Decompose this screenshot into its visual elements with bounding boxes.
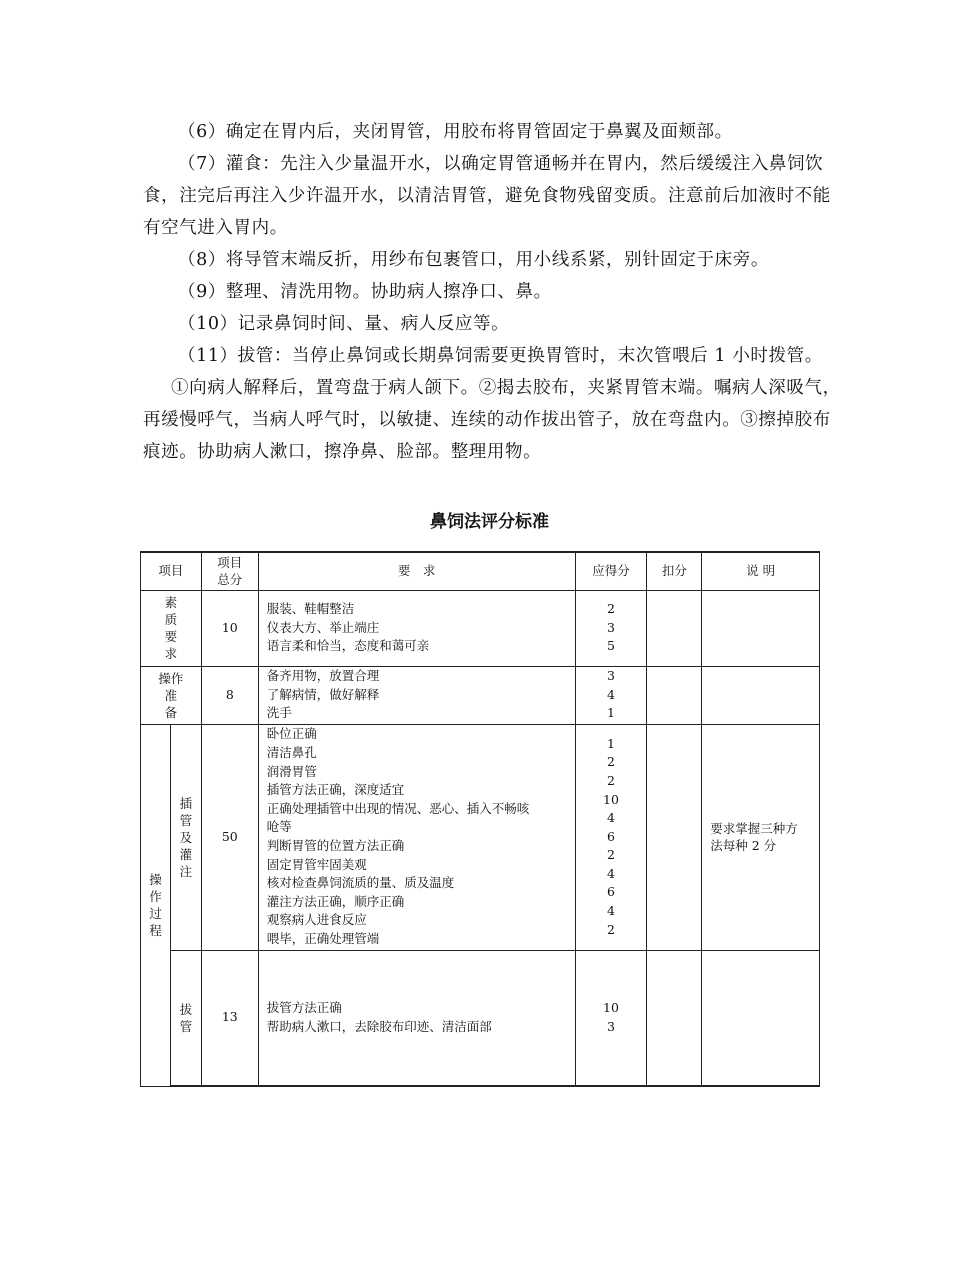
score-value: 4 (607, 810, 615, 826)
score-value: 4 (607, 903, 615, 919)
requirement-line: 卧位正确 (266, 726, 317, 742)
score-value: 4 (607, 865, 615, 881)
header-score: 应得分 (575, 552, 647, 590)
score-value: 3 (607, 668, 615, 684)
score-value: 2 (607, 601, 615, 617)
paragraph-7: （7）灌食：先注入少量温开水，以确定胃管通畅并在胃内，然后缓缓注入鼻饲饮食，注完后再注入少许温开水，以清洁胃管，避免食物残留变质。注意前后加液时不能有空气进入胃内。 (143, 154, 831, 238)
score-value: 3 (607, 1018, 615, 1034)
row-item: 操作 准 备 (141, 666, 202, 724)
row-scores (575, 590, 647, 666)
requirement-line: 语言柔和恰当，态度和蔼可亲 (266, 638, 430, 654)
requirement-line: 了解病情，做好解释 (266, 686, 380, 702)
requirement-line: 固定胃管牢固美观 (266, 856, 367, 872)
row-note (702, 950, 820, 1086)
header-item: 项目 (141, 552, 202, 590)
requirement-line: 帮助病人漱口，去除胶布印迹、清洁面部 (266, 1018, 492, 1034)
row-note: 要求掌握三种方 法每种 2 分 (702, 724, 820, 950)
requirement-line: 正确处理插管中出现的情况、恶心、插入不畅咳 (266, 800, 530, 816)
row-note (702, 666, 820, 724)
subitem-remove: 拔 管 (170, 950, 201, 1086)
score-value: 2 (607, 754, 615, 770)
header-note: 说 明 (702, 552, 820, 590)
score-value: 6 (607, 828, 615, 844)
table-row (141, 724, 820, 950)
table-header-row (141, 552, 820, 590)
row-total: 13 (201, 950, 258, 1086)
row-scores (575, 724, 647, 950)
requirement-line: 观察病人进食反应 (266, 912, 367, 928)
score-value: 1 (607, 735, 615, 751)
paragraph-10: （10）记录鼻饲时间、量、病人反应等。 (178, 314, 510, 334)
requirement-line: 核对检查鼻饲流质的量、质及温度 (266, 875, 455, 891)
paragraph-steps: ①向病人解释后，置弯盘于病人颌下。②揭去胶布，夹紧胃管末端。嘱病人深吸气，再缓慢呼气，当病人呼气时，以敏捷、连续的动作拔出管子，放在弯盘内。③擦掉胶布痕迹。协助病人漱口，擦净鼻、脸部。整理用物。 (143, 378, 841, 462)
row-requirements (258, 666, 575, 724)
score-value: 3 (607, 619, 615, 635)
score-value: 2 (607, 847, 615, 863)
row-item: 素 质 要 求 (141, 590, 202, 666)
row-scores (575, 666, 647, 724)
requirement-line: 洗手 (266, 705, 292, 721)
row-total: 50 (201, 724, 258, 950)
requirement-line: 拔管方法正确 (266, 1000, 342, 1016)
row-deduct (647, 666, 702, 724)
process-item: 操 作 过 程 (141, 724, 171, 1086)
row-deduct (647, 590, 702, 666)
header-requirement: 要 求 (258, 552, 575, 590)
row-total: 10 (201, 590, 258, 666)
paragraph-11: （11）拔管：当停止鼻饲或长期鼻饲需要更换胃管时，末次管喂后 1 小时拨管。 (178, 346, 823, 366)
requirement-line: 润滑胃管 (266, 763, 317, 779)
requirement-line: 清洁鼻孔 (266, 745, 317, 761)
score-value: 4 (607, 686, 615, 702)
requirement-line: 备齐用物，放置合理 (266, 668, 380, 684)
scoring-table (140, 551, 820, 1087)
paragraph-9: （9）整理、清洗用物。协助病人擦净口、鼻。 (178, 282, 552, 302)
header-total: 项目 总分 (201, 552, 258, 590)
requirement-line: 仪表大方、举止端庄 (266, 619, 380, 635)
score-value: 10 (603, 1000, 619, 1016)
score-value: 1 (607, 705, 615, 721)
row-total: 8 (201, 666, 258, 724)
score-value: 5 (607, 638, 615, 654)
table-row (141, 666, 820, 724)
requirement-line: 插管方法正确，深度适宜 (266, 782, 405, 798)
row-note (702, 590, 820, 666)
score-value: 10 (603, 791, 619, 807)
row-scores (575, 950, 647, 1086)
requirement-line: 灌注方法正确，顺序正确 (266, 893, 405, 909)
paragraph-8: （8）将导管末端反折，用纱布包裹管口，用小线系紧，别针固定于床旁。 (178, 250, 769, 270)
table-row (141, 950, 820, 1086)
row-requirements (258, 950, 575, 1086)
score-value: 2 (607, 921, 615, 937)
score-value: 2 (607, 772, 615, 788)
table-title: 鼻饲法评分标准 (430, 512, 549, 532)
row-deduct (647, 950, 702, 1086)
paragraph-6: （6）确定在胃内后，夹闭胃管，用胶布将胃管固定于鼻翼及面颊部。 (178, 122, 733, 142)
table-row (141, 590, 820, 666)
header-deduct: 扣分 (647, 552, 702, 590)
requirement-line: 呛等 (266, 819, 292, 835)
score-value: 6 (607, 884, 615, 900)
row-deduct (647, 724, 702, 950)
row-requirements (258, 724, 575, 950)
requirement-line: 判断胃管的位置方法正确 (266, 838, 405, 853)
row-requirements (258, 590, 575, 666)
requirement-line: 服装、鞋帽整洁 (266, 601, 355, 617)
subitem-insert: 插 管 及 灌 注 (170, 724, 201, 950)
requirement-line: 喂毕，正确处理管端 (266, 930, 380, 946)
